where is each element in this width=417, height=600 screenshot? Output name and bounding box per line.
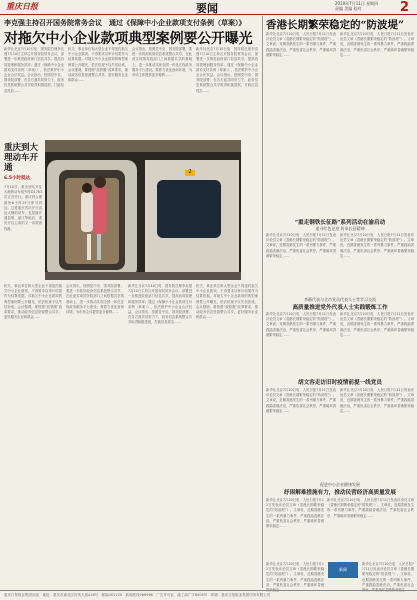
page-number: 2	[400, 0, 410, 15]
story5-col-2: 新华社北京7月10日电 人民日报7月11日发表评论员文章《香港长期繁荣稳定的“防波堤”》。文章说，近期香港发生的一系列暴力事件，严重践踏香港法治，严重危害社会秩序，严重破坏香港繁荣稳定……	[327, 498, 414, 518]
right-column-2: 新华社北京7月10日电 人民日报7月11日发表评论员文章《香港长期繁荣稳定的“防波堤”》。文章说，近期香港发生的一系列暴力事件，严重践踏香港法治，严重危害社会秩序，严重破坏香港繁荣稳定……	[340, 32, 414, 57]
date-text: 2019年7月11日 星期四	[335, 1, 379, 6]
story2-col-1: 新华社北京7月10日电 人民日报7月11日发表评论员文章《香港长期繁荣稳定的“防波堤”》。文章说，近期香港发生的一系列暴力事件，严重践踏香港法治，严重危害社会秩序，严重破坏香港繁荣稳定……	[266, 233, 336, 258]
dateline	[335, 1, 397, 11]
lower-column-1: 机关、事业单位和大型企业不得违约拖欠中小企业款项，不得要求以审计结果作为结算依据。对拖欠中小企业款项的典型案例要公开曝光，依法依规予以失信惩戒。会议强调，要按照“放管服”改革要求，推动政务信息资源整合共享，更好服务企业和群众……	[4, 284, 62, 320]
newspaper-logo: 重庆日报	[6, 1, 38, 11]
lead-column-2: 机关、事业单位和大型企业不得违约拖欠中小企业款项，不得要求以审计结果作为结算依据。对拖欠中小企业款项的典型案例要公开曝光，依法依规予以失信惩戒。会议强调，要按照“放管服”改革要求，推动政务信息资源整合共享，更好服务企业和群众……	[68, 47, 128, 83]
story3-col-1: 新华社北京7月10日电 人民日报7月11日发表评论员文章《香港长期繁荣稳定的“防波堤”》。文章说，近期香港发生的一系列暴力事件，严重践踏香港法治，严重危害社会秩序，严重破坏香港繁荣稳定……	[266, 312, 336, 337]
story3-title: 高质量推进党外代表人士实践锻炼工作	[292, 305, 388, 311]
lead-subhead: 李克强主持召开国务院常务会议 通过《保障中小企业款项支付条例（草案）》	[4, 18, 246, 27]
train-illustration	[45, 140, 241, 280]
story2-title: “重走钢铁长征路”系列活动在渝启动	[294, 220, 386, 226]
editor-line: 责编 美编 校对	[335, 6, 362, 11]
train-photo	[45, 140, 241, 280]
story5-pre: 促进中小企业健康发展	[320, 482, 360, 487]
story3-col-2: 新华社北京7月10日电 人民日报7月11日发表评论员文章《香港长期繁荣稳定的“防波堤”》。文章说，近期香港发生的一系列暴力事件，严重践踏香港法治，严重危害社会秩序，严重破坏香港繁荣稳定……	[340, 312, 414, 337]
train-number-sign: 2	[188, 169, 192, 175]
lower-column-2: 会议指出，按照党中央、国务院部署，要进一步抓好政府信息系统整合共享，在此前实现国务院部门之间数据共享的基础上，进一步推动实现全国一体化在线政务服务平台建设。要着力优化营商环境，为市场主体提供更多便利……	[66, 284, 124, 315]
story5-col-3: 新华社北京7月10日电 人民日报7月11日发表评论员文章《香港长期繁荣稳定的“防波堤”》。文章说，近期香港发生的一系列暴力事件，严重践踏香港法治，严重危害社会秩序，严重破坏香港繁荣稳定……	[266, 562, 324, 593]
lead-column-1: 新华社北京7月10日电 国务院总理李克强7月10日主持召开国务院常务会议，部署进一步推进政府部门信息共享，提高协同管理和服务效率；通过《保障中小企业款项支付条例（草案）》，依法维护中小企业合法权益。会议指出，按照党中央、国务院部署，在各方面共同努力下，政务信息系统整合共享取得积极进展，打破信息孤岛……	[4, 47, 64, 93]
story2-col-2: 新华社北京7月10日电 人民日报7月11日发表评论员文章《香港长期繁荣稳定的“防波堤”》。文章说，近期香港发生的一系列暴力事件，严重践踏香港法治，严重危害社会秩序，严重破坏香港繁荣稳定……	[340, 233, 414, 258]
story4-col-1: 新华社北京7月10日电 人民日报7月11日发表评论员文章《香港长期繁荣稳定的“防波堤”》。文章说，近期香港发生的一系列暴力事件，严重践踏香港法治，严重危害社会秩序，严重破坏香港繁荣稳定……	[266, 388, 336, 413]
lead-column-3: 会议指出，按照党中央、国务院部署，要进一步抓好政府信息系统整合共享，在此前实现国务院部门之间数据共享的基础上，进一步推动实现全国一体化在线政务服务平台建设。要着力优化营商环境，为市场主体提供更多便利……	[132, 47, 192, 78]
photo-caption-sub: 6.5小时抵达	[4, 176, 30, 181]
story2-sub: 追寻红色足迹 传承长征精神	[315, 226, 365, 231]
photo-caption-title: 重庆到大理动车开通	[4, 143, 39, 173]
right-headline: 香港长期繁荣稳定的“防波堤”	[266, 19, 405, 31]
story5-title: 纾困解难措施有力，推动民营经济高质量发展	[284, 490, 396, 496]
news-app-badge: 新闻	[328, 562, 358, 578]
story5-col-4: 新华社北京7月10日电 人民日报7月11日发表评论员文章《香港长期繁荣稳定的“防波堤”》。文章说，近期香港发生的一系列暴力事件，严重践踏香港法治，严重危害社会秩序，严重破坏香港繁荣稳定……	[362, 562, 414, 593]
right-column-1: 新华社北京7月10日电 人民日报7月11日发表评论员文章《香港长期繁荣稳定的“防波堤”》。文章说，近期香港发生的一系列暴力事件，严重践踏香港法治，严重危害社会秩序，严重破坏香港繁荣稳定……	[266, 32, 336, 57]
story4-col-2: 新华社北京7月10日电 人民日报7月11日发表评论员文章《香港长期繁荣稳定的“防波堤”》。文章说，近期香港发生的一系列暴力事件，严重践踏香港法治，严重危害社会秩序，严重破坏香港繁荣稳定……	[340, 388, 414, 413]
lead-column-4: 新华社北京7月10日电 国务院总理李克强7月10日主持召开国务院常务会议，部署进一步推进政府部门信息共享，提高协同管理和服务效率；通过《保障中小企业款项支付条例（草案）》，依法维护中小企业合法权益。会议指出，按照党中央、国务院部署，在各方面共同努力下，政务信息系统整合共享取得积极进展，打破信息孤岛……	[196, 47, 258, 93]
lead-headline: 对拖欠中小企业款项典型案例要公开曝光	[4, 31, 253, 47]
story5-col-1: 新华社北京7月10日电 人民日报7月11日发表评论员文章《香港长期繁荣稳定的“防波堤”》。文章说，近期香港发生的一系列暴力事件，严重践踏香港法治，严重危害社会秩序，严重破坏香港繁荣稳定……	[266, 498, 324, 529]
photo-caption-body: 7月10日，重庆西站开往大理的动车组列车D1783次正式开行。重庆到大理最快6小时29分即可到达。这是重庆首次开行直达大理的动车，也是继开通昆明、丽江等地后，重庆开往云南的又一条旅游线路。	[4, 185, 42, 231]
story3-pre: 李静代表与全市党员代表人士等学习交流	[304, 297, 376, 302]
column-divider	[262, 16, 263, 588]
photo-caption	[4, 143, 42, 265]
page-footer: 重庆日报报业集团出版 地址：重庆市渝北区同茂大道416号 邮编401120 新闻热线966966 广告许可证：渝工商广字8000号 印刷：重庆日报报业集团印务有限公司	[0, 590, 417, 600]
lower-column-4: 机关、事业单位和大型企业不得违约拖欠中小企业款项，不得要求以审计结果作为结算依据。对拖欠中小企业款项的典型案例要公开曝光，依法依规予以失信惩戒。会议强调，要按照“放管服”改革要求，推动政务信息资源整合共享，更好服务企业和群众……	[196, 284, 258, 320]
lower-column-3: 新华社北京7月10日电 国务院总理李克强7月10日主持召开国务院常务会议，部署进一步推进政府部门信息共享，提高协同管理和服务效率；通过《保障中小企业款项支付条例（草案）》，依法维护中小企业合法权益。会议指出，按照党中央、国务院部署，在各方面共同努力下，政务信息系统整合共享取得积极进展，打破信息孤岛……	[128, 284, 192, 325]
section-title: 要闻	[196, 2, 218, 15]
story4-title: 胡文容走访旧时疫情前提一线党员	[298, 380, 382, 386]
